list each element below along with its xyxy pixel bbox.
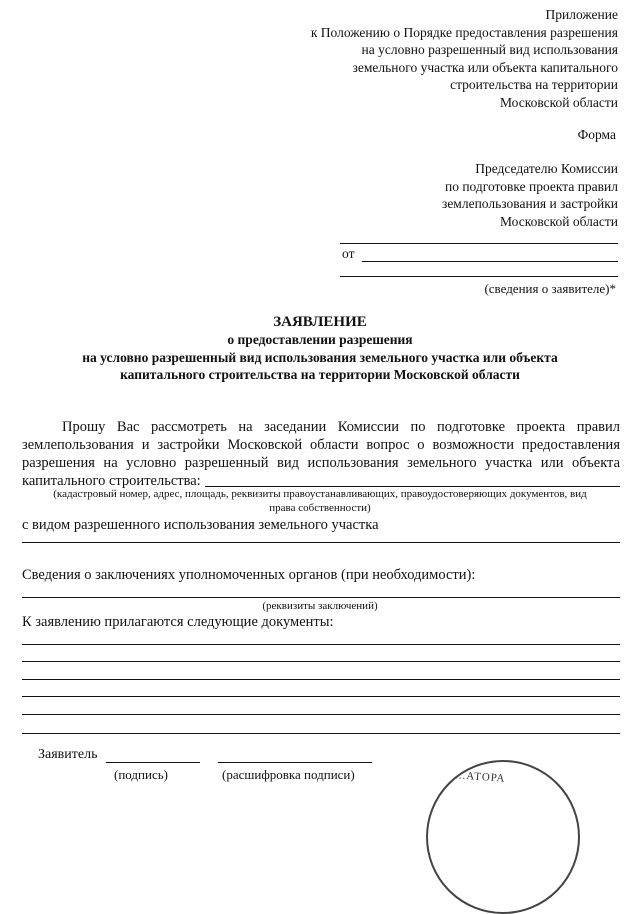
document-line-5[interactable]	[22, 714, 620, 715]
addressee-line: Председателю Комиссии	[475, 161, 618, 176]
appendix-header	[311, 6, 618, 111]
appendix-line: земельного участка или объекта капитального	[352, 59, 618, 75]
applicant-info-caption: (сведения о заявителе)*	[484, 281, 616, 296]
document-line-1[interactable]	[22, 644, 620, 645]
decoding-caption: (расшифровка подписи)	[222, 767, 355, 782]
stamp-text: ...АТОРА	[454, 769, 506, 785]
appendix-line: к Положению о Порядке предоставления разрешения	[310, 24, 618, 40]
cadastral-caption-1: (кадастровый номер, адрес, площадь, реквизиты правоустанавливающих, правоудостоверяющих документов, вид	[53, 488, 587, 500]
title-line-2: на условно разрешенный вид использования земельного участка или объекта	[82, 350, 558, 365]
title-line-1: о предоставлении разрешения	[227, 332, 413, 347]
appendix-line: Приложение	[545, 7, 618, 22]
form-label: Форма	[577, 127, 616, 142]
documents-label: К заявлению прилагаются следующие документы:	[22, 614, 334, 630]
addressee-line: Московской области	[499, 213, 618, 229]
appendix-line: на условно разрешенный вид использования	[361, 42, 618, 57]
from-label: от	[342, 246, 355, 261]
conclusions-caption: (реквизиты заключений)	[262, 600, 378, 612]
appendix-line: строительства на территории	[450, 77, 618, 92]
document-line-3[interactable]	[22, 679, 620, 680]
applicant-line-3[interactable]	[340, 276, 618, 277]
applicant-line-1[interactable]	[340, 243, 618, 244]
addressee-line: землепользования и застройки	[441, 196, 618, 211]
signature-caption: (подпись)	[114, 767, 168, 782]
document-line-4[interactable]	[22, 696, 620, 697]
document-line-6[interactable]	[22, 733, 620, 734]
title-line-3: капитального строительства на территории Московской области	[120, 367, 520, 382]
document-line-2[interactable]	[22, 661, 620, 662]
cadastral-field-line[interactable]	[205, 486, 620, 487]
use-type-field-line[interactable]	[22, 542, 620, 543]
cadastral-caption-2: права собственности)	[269, 502, 371, 514]
conclusions-label: Сведения о заключениях уполномоченных органов (при необходимости):	[22, 567, 476, 583]
addressee-block	[442, 160, 618, 230]
appendix-line: Московской области	[499, 94, 618, 110]
applicant-label: Заявитель	[38, 747, 98, 762]
addressee-line: по подготовке проекта правил	[444, 178, 618, 194]
signature-line[interactable]	[106, 762, 200, 763]
document-title: ЗАЯВЛЕНИЕ	[273, 314, 367, 330]
applicant-line-2[interactable]	[362, 261, 618, 262]
request-paragraph	[22, 418, 620, 490]
use-type-label: с видом разрешенного использования земельного участка	[22, 517, 379, 533]
signature-decoding-line[interactable]	[218, 762, 372, 763]
request-text: Прошу Вас рассмотреть на заседании Комиссии по подготовке проекта правил землепользования и застройки Московской области вопрос о возможности предоставления разрешения на условно разрешенный вид использования земельного участка или объекта капитального строительства:	[22, 419, 620, 489]
conclusions-field-line[interactable]	[22, 597, 620, 598]
